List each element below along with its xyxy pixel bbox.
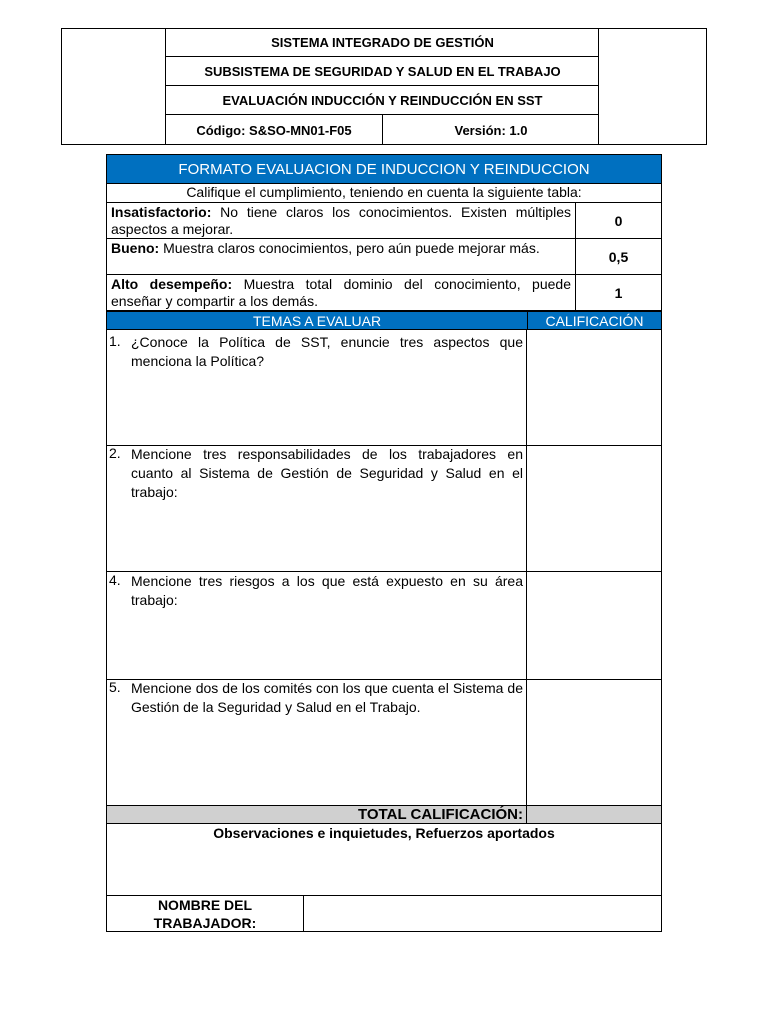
question-row (106, 330, 527, 446)
question-number: 5. (109, 679, 121, 695)
total-score-cell[interactable] (526, 805, 662, 824)
header-version: Versión: 1.0 (454, 122, 528, 138)
column-header-score: CALIFICACIÓN (527, 311, 662, 330)
question-row (106, 680, 527, 806)
question-text: Mencione tres responsabilidades de los trabajadores en cuanto al Sistema de Gestión de Seguridad y Salud en el trabajo: (131, 446, 523, 500)
scale-value: 0,5 (575, 238, 662, 275)
form-title: FORMATO EVALUACION DE INDUCCION Y REINDUCCION (106, 154, 662, 184)
question-text: Mencione tres riesgos a los que está expuesto en su área trabajo: (131, 573, 523, 608)
header-document-title: EVALUACIÓN INDUCCIÓN Y REINDUCCIÓN EN SST (166, 86, 599, 115)
form-instruction: Califique el cumplimiento, teniendo en cuenta la siguiente tabla: (106, 184, 662, 202)
observations-label: Observaciones e inquietudes, Refuerzos aportados (213, 825, 555, 841)
header-system-title: SISTEMA INTEGRADO DE GESTIÓN (166, 28, 599, 57)
scale-description: Muestra claros conocimientos, pero aún puede mejorar más. (159, 240, 540, 256)
scale-value: 1 (575, 274, 662, 311)
score-input-cell[interactable] (526, 446, 662, 572)
total-score-label: TOTAL CALIFICACIÓN: (106, 805, 527, 824)
scale-description: Muestra total dominio del conocimiento, puede enseñar y compartir a los demás. (111, 276, 571, 309)
header-code: Código: S&SO-MN01-F05 (166, 115, 383, 145)
worker-name-label: NOMBRE DEL TRABAJADOR: (106, 895, 304, 932)
observations-box[interactable] (106, 823, 662, 896)
question-text: Mencione dos de los comités con los que cuenta el Sistema de Gestión de la Seguridad y Salud en el Trabajo. (131, 680, 523, 715)
question-number: 1. (109, 333, 121, 349)
question-number: 2. (109, 445, 121, 461)
score-input-cell[interactable] (526, 680, 662, 806)
question-row (106, 446, 527, 572)
scale-label: Alto desempeño: (111, 276, 233, 292)
logo-cell-left (61, 28, 166, 145)
scale-description: No tiene claros los conocimientos. Existen múltiples aspectos a mejorar. (111, 204, 571, 237)
scale-value: 0 (575, 202, 662, 239)
question-text: ¿Conoce la Política de SST, enuncie tres aspectos que menciona la Política? (131, 334, 523, 369)
score-input-cell[interactable] (526, 330, 662, 446)
scale-label: Insatisfactorio: (111, 204, 212, 220)
score-input-cell[interactable] (526, 572, 662, 680)
column-header-topics: TEMAS A EVALUAR (106, 311, 527, 330)
worker-name-field[interactable] (303, 895, 662, 932)
question-row (106, 572, 527, 680)
logo-cell-right (598, 28, 707, 145)
question-number: 4. (109, 572, 121, 588)
scale-label: Bueno: (111, 240, 160, 256)
scale-row-bueno (106, 238, 576, 275)
scale-row-alto-desempeno (106, 274, 576, 311)
header-subsystem-title: SUBSISTEMA DE SEGURIDAD Y SALUD EN EL TRABAJO (166, 57, 599, 86)
scale-row-insatisfactorio (106, 202, 576, 239)
